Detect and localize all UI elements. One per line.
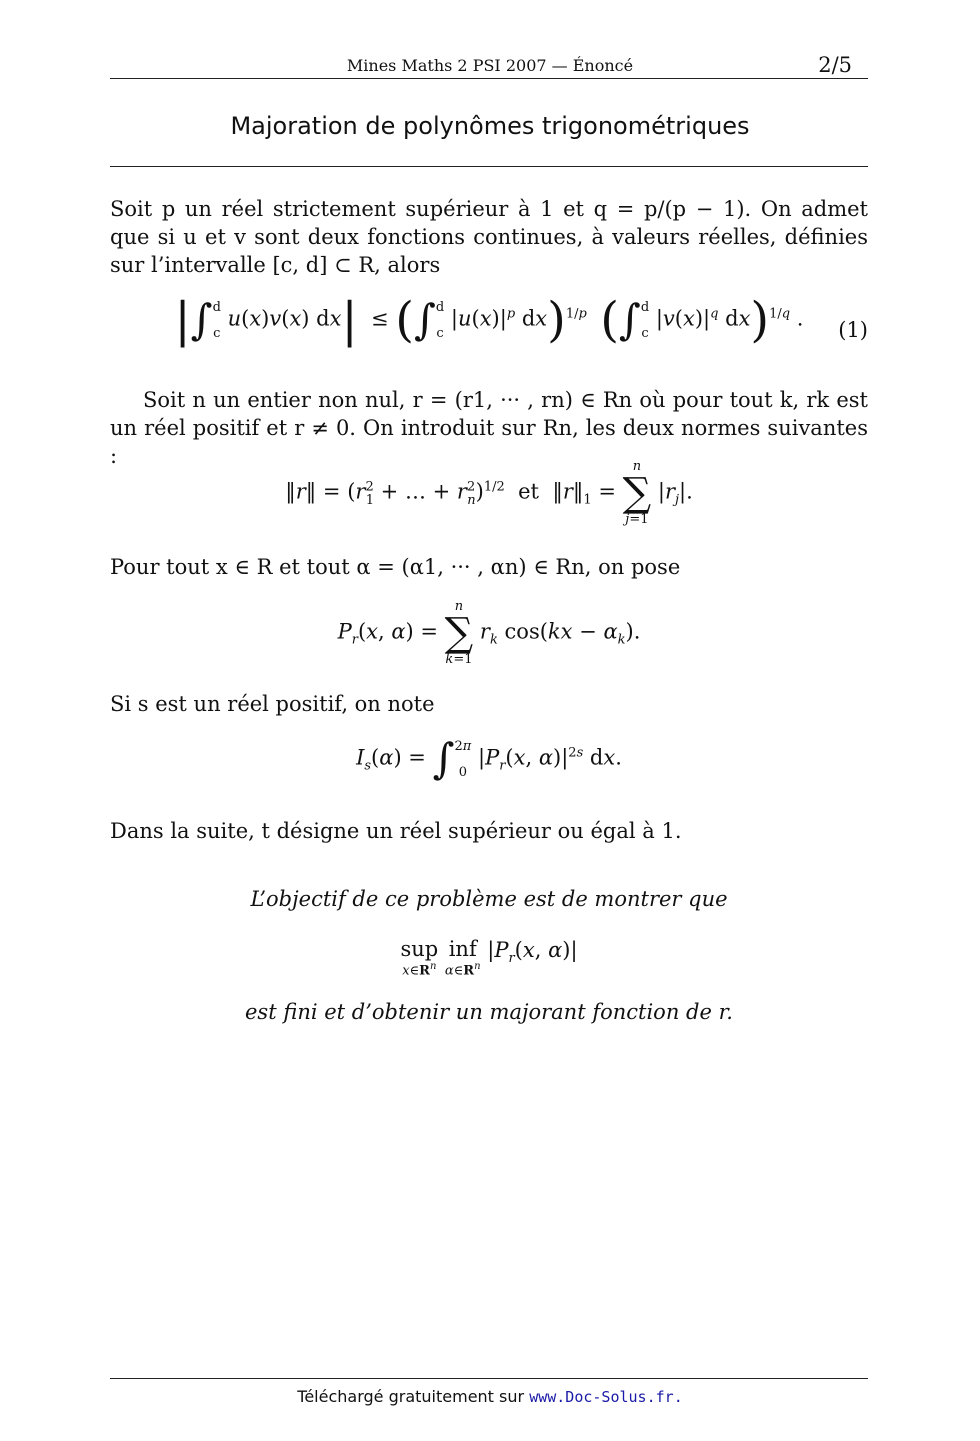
footer-rule	[110, 1378, 868, 1379]
equation-I: $I_s(\alpha)$ = ∫ 2π 0 $|P_r(x$, $\alpha)|^{2s}$ dx.	[356, 734, 622, 783]
paragraph-define-P: Pour tout x ∈ R et tout α = (α1, ··· , αn) ∈ Rn, on pose	[110, 555, 681, 579]
paragraph-define-I: Si s est un réel positif, on note	[110, 692, 435, 716]
paragraph-define-t: Dans la suite, t désigne un réel supérieur ou égal à 1.	[110, 819, 682, 843]
equation-P: $P_r(x$, α) = n ∑ k=1 $r_k$ $\cos(kx - \alpha_k)$.	[337, 599, 641, 667]
document-title: Majoration de polynômes trigonométriques	[230, 112, 750, 140]
header-rule	[110, 78, 868, 79]
equation-number: (1)	[838, 318, 868, 342]
paragraph-norms: Soit n un entier non nul, r = (r1, ··· , rn) ∈ Rn où pour tout k, rk est un réel positif et r ≠ 0. On introduit sur Rn, les deux normes suivantes :	[110, 388, 868, 468]
footer	[0, 1387, 980, 1406]
running-header: Mines Maths 2 PSI 2007 — Énoncé	[346, 56, 634, 75]
equation-norms: ‖r‖ = ($r^2_1$ + … + $r^2_n)^{1/2}$ et $‖r‖_1$ = n ∑ j=1 $|r_j|$.	[285, 459, 693, 527]
objective-statement-line1: L’objectif de ce problème est de montrer que	[250, 887, 728, 911]
equation-sup-inf: sup $x\in R^n$ inf $\alpha\in R^n$ $|P_r(x$, α)|	[400, 937, 578, 979]
footer-prefix: Téléchargé gratuitement sur	[297, 1387, 525, 1406]
footer-suffix: .	[673, 1388, 683, 1406]
objective-statement-line2: est fini et d’obtenir un majorant fonction de r.	[245, 1000, 733, 1024]
equation-holder: |∫ d c u(x)v(x) dx| ≤ (∫ d c $|u(x)|^p$ dx)$^{1/p}$ (∫ d c $|v(x)|^q$ dx)$^{1/q}$ . (1)	[174, 292, 868, 348]
paragraph-holder-intro: Soit p un réel strictement supérieur à 1 et q = p/(p − 1). On admet que si u et v sont deux fonctions continues, à valeurs réelles, définies sur l’intervalle [c, d] ⊂ R, alors	[110, 197, 868, 277]
title-rule	[110, 166, 868, 167]
footer-link[interactable]: www.Doc-Solus.fr	[529, 1388, 674, 1406]
page-number: 2/5	[818, 53, 852, 77]
equation-connector: et	[518, 479, 539, 504]
